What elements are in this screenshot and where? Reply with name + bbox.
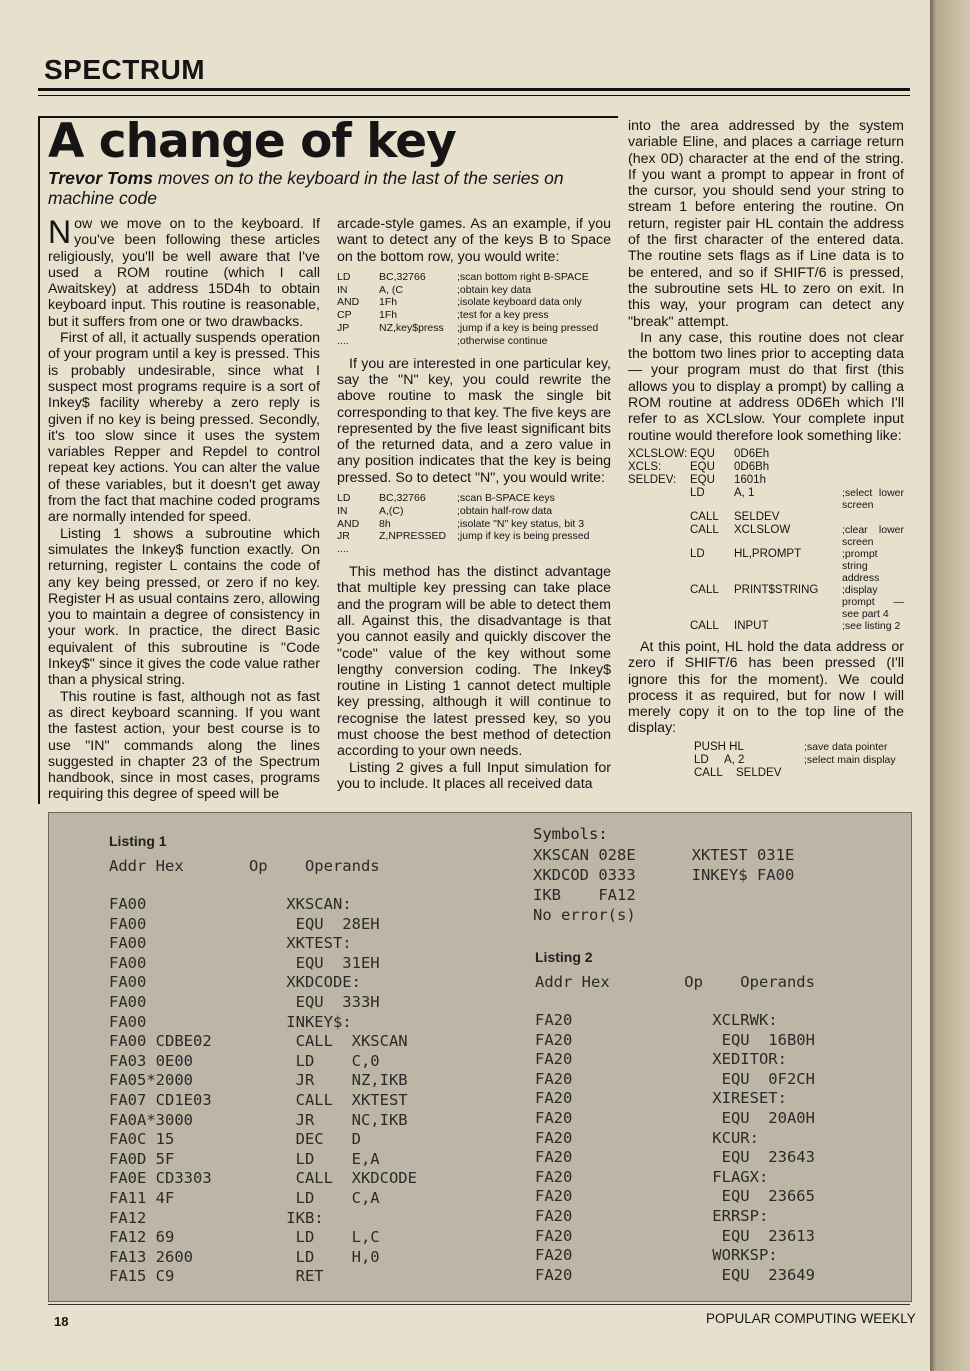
listings-panel: [48, 812, 912, 1302]
footer-rule: [48, 1304, 910, 1305]
code-line: LD HL,PROMPT ;prompt string address: [690, 547, 880, 584]
code-line: AND 1Fh ;isolate keyboard data only: [337, 296, 582, 309]
symbols-heading: Symbols:: [533, 825, 608, 843]
paragraph: At this point, HL hold the data address or zero if SHIFT/6 has been pressed (I'll ignore this for the moment). We could process it as required, but for now I will merely copy it on to the top line of the display:: [628, 638, 904, 737]
listing1-line: FA03 0E00 LD C,0: [109, 1051, 380, 1070]
listing1-line: FA12 IKB:: [109, 1208, 324, 1227]
code-line: PUSH HL ;save data pointer: [694, 740, 888, 753]
listing2-line: FA20 XIRESET:: [535, 1089, 787, 1108]
listing2-line: FA20 EQU 23613: [535, 1226, 815, 1245]
listing1-line: FA0D 5F LD E,A: [109, 1149, 380, 1168]
listing2-line: FA20 EQU 23649: [535, 1265, 815, 1284]
listing2-line: FA20 XEDITOR:: [535, 1050, 787, 1069]
code-line: XCLSLOW: EQU 0D6Eh: [628, 447, 770, 460]
listing1-line: FA00 XKDCODE:: [109, 973, 361, 992]
symbols-line: No error(s): [533, 906, 636, 924]
paragraph: Listing 2 gives a full Input simulation for you to include. It places all received data: [337, 759, 611, 792]
listing2-line: FA20 EQU 23665: [535, 1187, 815, 1206]
page-number: 18: [54, 1314, 69, 1329]
symbols-line: IKB FA12: [533, 886, 636, 904]
listing1-line: FA00 INKEY$:: [109, 1012, 352, 1031]
column-2: [337, 216, 611, 792]
code-line: XCLS: EQU 0D6Bh: [628, 460, 770, 473]
code-line: CALL SELDEV: [690, 510, 780, 523]
section-heading: SPECTRUM: [44, 54, 206, 85]
listing-2-heading: Listing 2: [535, 949, 593, 965]
code-line: LD A, 1 ;select lower screen: [690, 486, 904, 511]
page-edge: [930, 0, 970, 1371]
listing1-line: FA0E CD3303 CALL XKDCODE: [109, 1169, 417, 1188]
listing1-line: FA00 EQU 333H: [109, 992, 380, 1011]
listing1-line: FA00 EQU 31EH: [109, 953, 380, 972]
code-line: IN A, (C ;obtain key data: [337, 283, 532, 296]
byline-text: moves on to the keyboard in the last of the series on machine code: [48, 168, 564, 208]
listing2-line: FA20 EQU 23643: [535, 1148, 815, 1167]
listing1-line: FA00 EQU 28EH: [109, 914, 380, 933]
listing1-line: FA05*2000 JR NZ,IKB: [109, 1071, 408, 1090]
code-line: CALL SELDEV: [694, 766, 782, 779]
listing2-line: FA20 EQU 16B0H: [535, 1030, 815, 1049]
code-line: CALL PRINT$STRING ;display prompt —see part 4: [690, 583, 904, 620]
column-3: [628, 118, 904, 786]
code-line: LD A, 2 ;select main display: [694, 753, 896, 766]
header-rule-thin: [38, 95, 910, 96]
listing1-line: FA11 4F LD C,A: [109, 1188, 380, 1207]
listing2-line: FA20 EQU 20A0H: [535, 1108, 815, 1127]
listing-1-column-heads: Addr Hex Op Operands: [109, 857, 380, 875]
title-box-left: [38, 116, 40, 804]
code-line: CALL XCLSLOW ;clear lower screen: [690, 523, 904, 548]
listing2-line: FA20 FLAGX:: [535, 1167, 769, 1186]
author-name: Trevor Toms: [48, 168, 154, 188]
code-line: JP NZ,key$press ;jump if a key is being pressed: [337, 322, 599, 335]
code-line: JR Z,NPRESSED ;jump if key is being pressed: [337, 530, 590, 543]
paragraph: [48, 216, 320, 330]
code-snippet-3: [628, 448, 904, 633]
code-line: CP 1Fh ;test for a key press: [337, 309, 549, 322]
listing2-line: FA20 XCLRWK:: [535, 1011, 778, 1029]
column-1: [48, 216, 320, 803]
listing2-line: FA20 ERRSP:: [535, 1206, 769, 1225]
code-line: ....: [337, 543, 349, 556]
symbols-table: [533, 845, 794, 925]
code-snippet-4: [694, 741, 904, 780]
paragraph: This routine is fast, although not as fast as direct keyboard scanning. If you want the fastest action, your best course is to use "IN" commands along the lines suggested in chapter 23 of the Spectrum handbook, since in most cases, programs requiring this degree of speed will be: [48, 688, 320, 803]
code-snippet-2: [337, 492, 611, 556]
paragraph: Listing 1 shows a subroutine which simulates the Inkey$ function exactly. On returning, register L contains the code of any key being pressed, or zero if no key. Register H as usual contains zero, allowing you to maintain a degree of consistency in your work. In practice, the direct Basic equivalent of this subroutine is "Code Inkey$" since it gives the code value rather than a physical string.: [48, 525, 320, 689]
paragraph: In any case, this routine does not clear the bottom two lines prior to accepting data — your program must do that first (this allows you to display a prompt) by calling a ROM routine at address 0D6Eh which I'll refer to as XCLslow. Your complete input routine would therefore look something like:: [628, 329, 904, 444]
magazine-name: POPULAR COMPUTING WEEKLY: [706, 1311, 916, 1326]
code-snippet-1: [337, 271, 611, 348]
symbols-line: XKDCOD 0333 INKEY$ FA00: [533, 866, 795, 884]
code-line: SELDEV: EQU 1601h: [628, 473, 766, 486]
drop-cap: N: [48, 214, 72, 250]
symbols-line: XKSCAN 028E XKTEST 031E: [533, 846, 795, 864]
code-line: IN A,(C) ;obtain half-row data: [337, 504, 553, 517]
paragraph-text: ow we move on to the keyboard. If you've been following these articles religiously, you'll be well aware that I've used a ROM routine (which I call Awaitskey) at address 15D4h to obtain keyboard input. This routine is reasonable, but it suffers from one or two drawbacks.: [48, 216, 320, 330]
listing1-line: FA0A*3000 JR NC,IKB: [109, 1110, 408, 1129]
listing1-line: FA13 2600 LD H,0: [109, 1247, 380, 1266]
paragraph: arcade-style games. As an example, if you want to detect any of the keys B to Space on the bottom row, you would write:: [337, 216, 611, 265]
article-title: A change of key: [48, 114, 456, 169]
listing1-line: FA12 69 LD L,C: [109, 1228, 380, 1247]
code-line: .... ;otherwise continue: [337, 334, 548, 347]
code-line: LD BC,32766 ;scan bottom right B-SPACE: [337, 270, 589, 283]
paragraph: First of all, it actually suspends operation of your program until a key is pressed. This is probably undesirable, since what I suspect most programs require is a sort of Inkey$ facility whereby a zero reply is given if no key is being pressed. Secondly, it's too slow since it uses the system variables Repper and Repdel to control repeat key actions. You can alter the value of these variables, but it doesn't get away from the fact that machine coded programs are normally intended for speed.: [48, 330, 320, 526]
listing1-line: FA07 CD1E03 CALL XKTEST: [109, 1090, 408, 1109]
listing2-line: FA20 WORKSP:: [535, 1246, 778, 1265]
code-line: CALL INPUT ;see listing 2: [690, 619, 901, 632]
paragraph: This method has the distinct advantage that multiple key pressing can take place and the program will be able to detect them all. Against this, the disadvantage is that you cannot easily and quickly discover the "code" value of the key without some lengthy conversion coding. The Inkey$ routine in Listing 1 cannot detect multiple key pressing, although it will continue to recognise the latest pressed key, so you must choose the best method of detection according to your own needs.: [337, 564, 611, 760]
byline: [48, 168, 568, 208]
code-line: AND 8h ;isolate "N" key status, bit 3: [337, 517, 585, 530]
listing-1-lines: [109, 895, 417, 1287]
listing1-line: FA15 C9 RET: [109, 1267, 324, 1286]
listing1-line: FA00 CDBE02 CALL XKSCAN: [109, 1032, 408, 1051]
listing-1-heading: Listing 1: [109, 833, 167, 849]
listing-1-code: [109, 895, 417, 1287]
code-line: LD BC,32766 ;scan B-SPACE keys: [337, 492, 555, 505]
listing1-line: FA0C 15 DEC D: [109, 1130, 361, 1149]
listing2-line: FA20 EQU 0F2CH: [535, 1069, 815, 1088]
listing1-line: FA00 XKTEST:: [109, 934, 352, 953]
header-rule: [38, 88, 910, 91]
listing1-line: FA00 XKSCAN:: [109, 895, 352, 913]
listing-2-lines: [535, 1011, 815, 1285]
paragraph: into the area addressed by the system variable Eline, and places a carriage return (hex 0D) character at the end of the string. If you want a prompt to appear in front of the cursor, you should send your string to stream 1 before entering the routine. On return, register pair HL contain the address of the first character of the entered data. The routine sets flags as if Line data is to be entered, and so if SHIFT/6 is pressed, the subroutine sets HL to zero on exit. In this way, your program can detect any "break" attempt.: [628, 118, 904, 330]
listing-2-column-heads: Addr Hex Op Operands: [535, 973, 815, 991]
listing2-line: FA20 KCUR:: [535, 1128, 759, 1147]
paragraph: If you are interested in one particular key, say the "N" key, you could rewrite the above routine to mask the single bit corresponding to that key. The five keys are represented by the five least significant bits of the returned data, and a zero value in any position indicates that the key is being pressed. So to detect "N", you would write:: [337, 355, 611, 486]
